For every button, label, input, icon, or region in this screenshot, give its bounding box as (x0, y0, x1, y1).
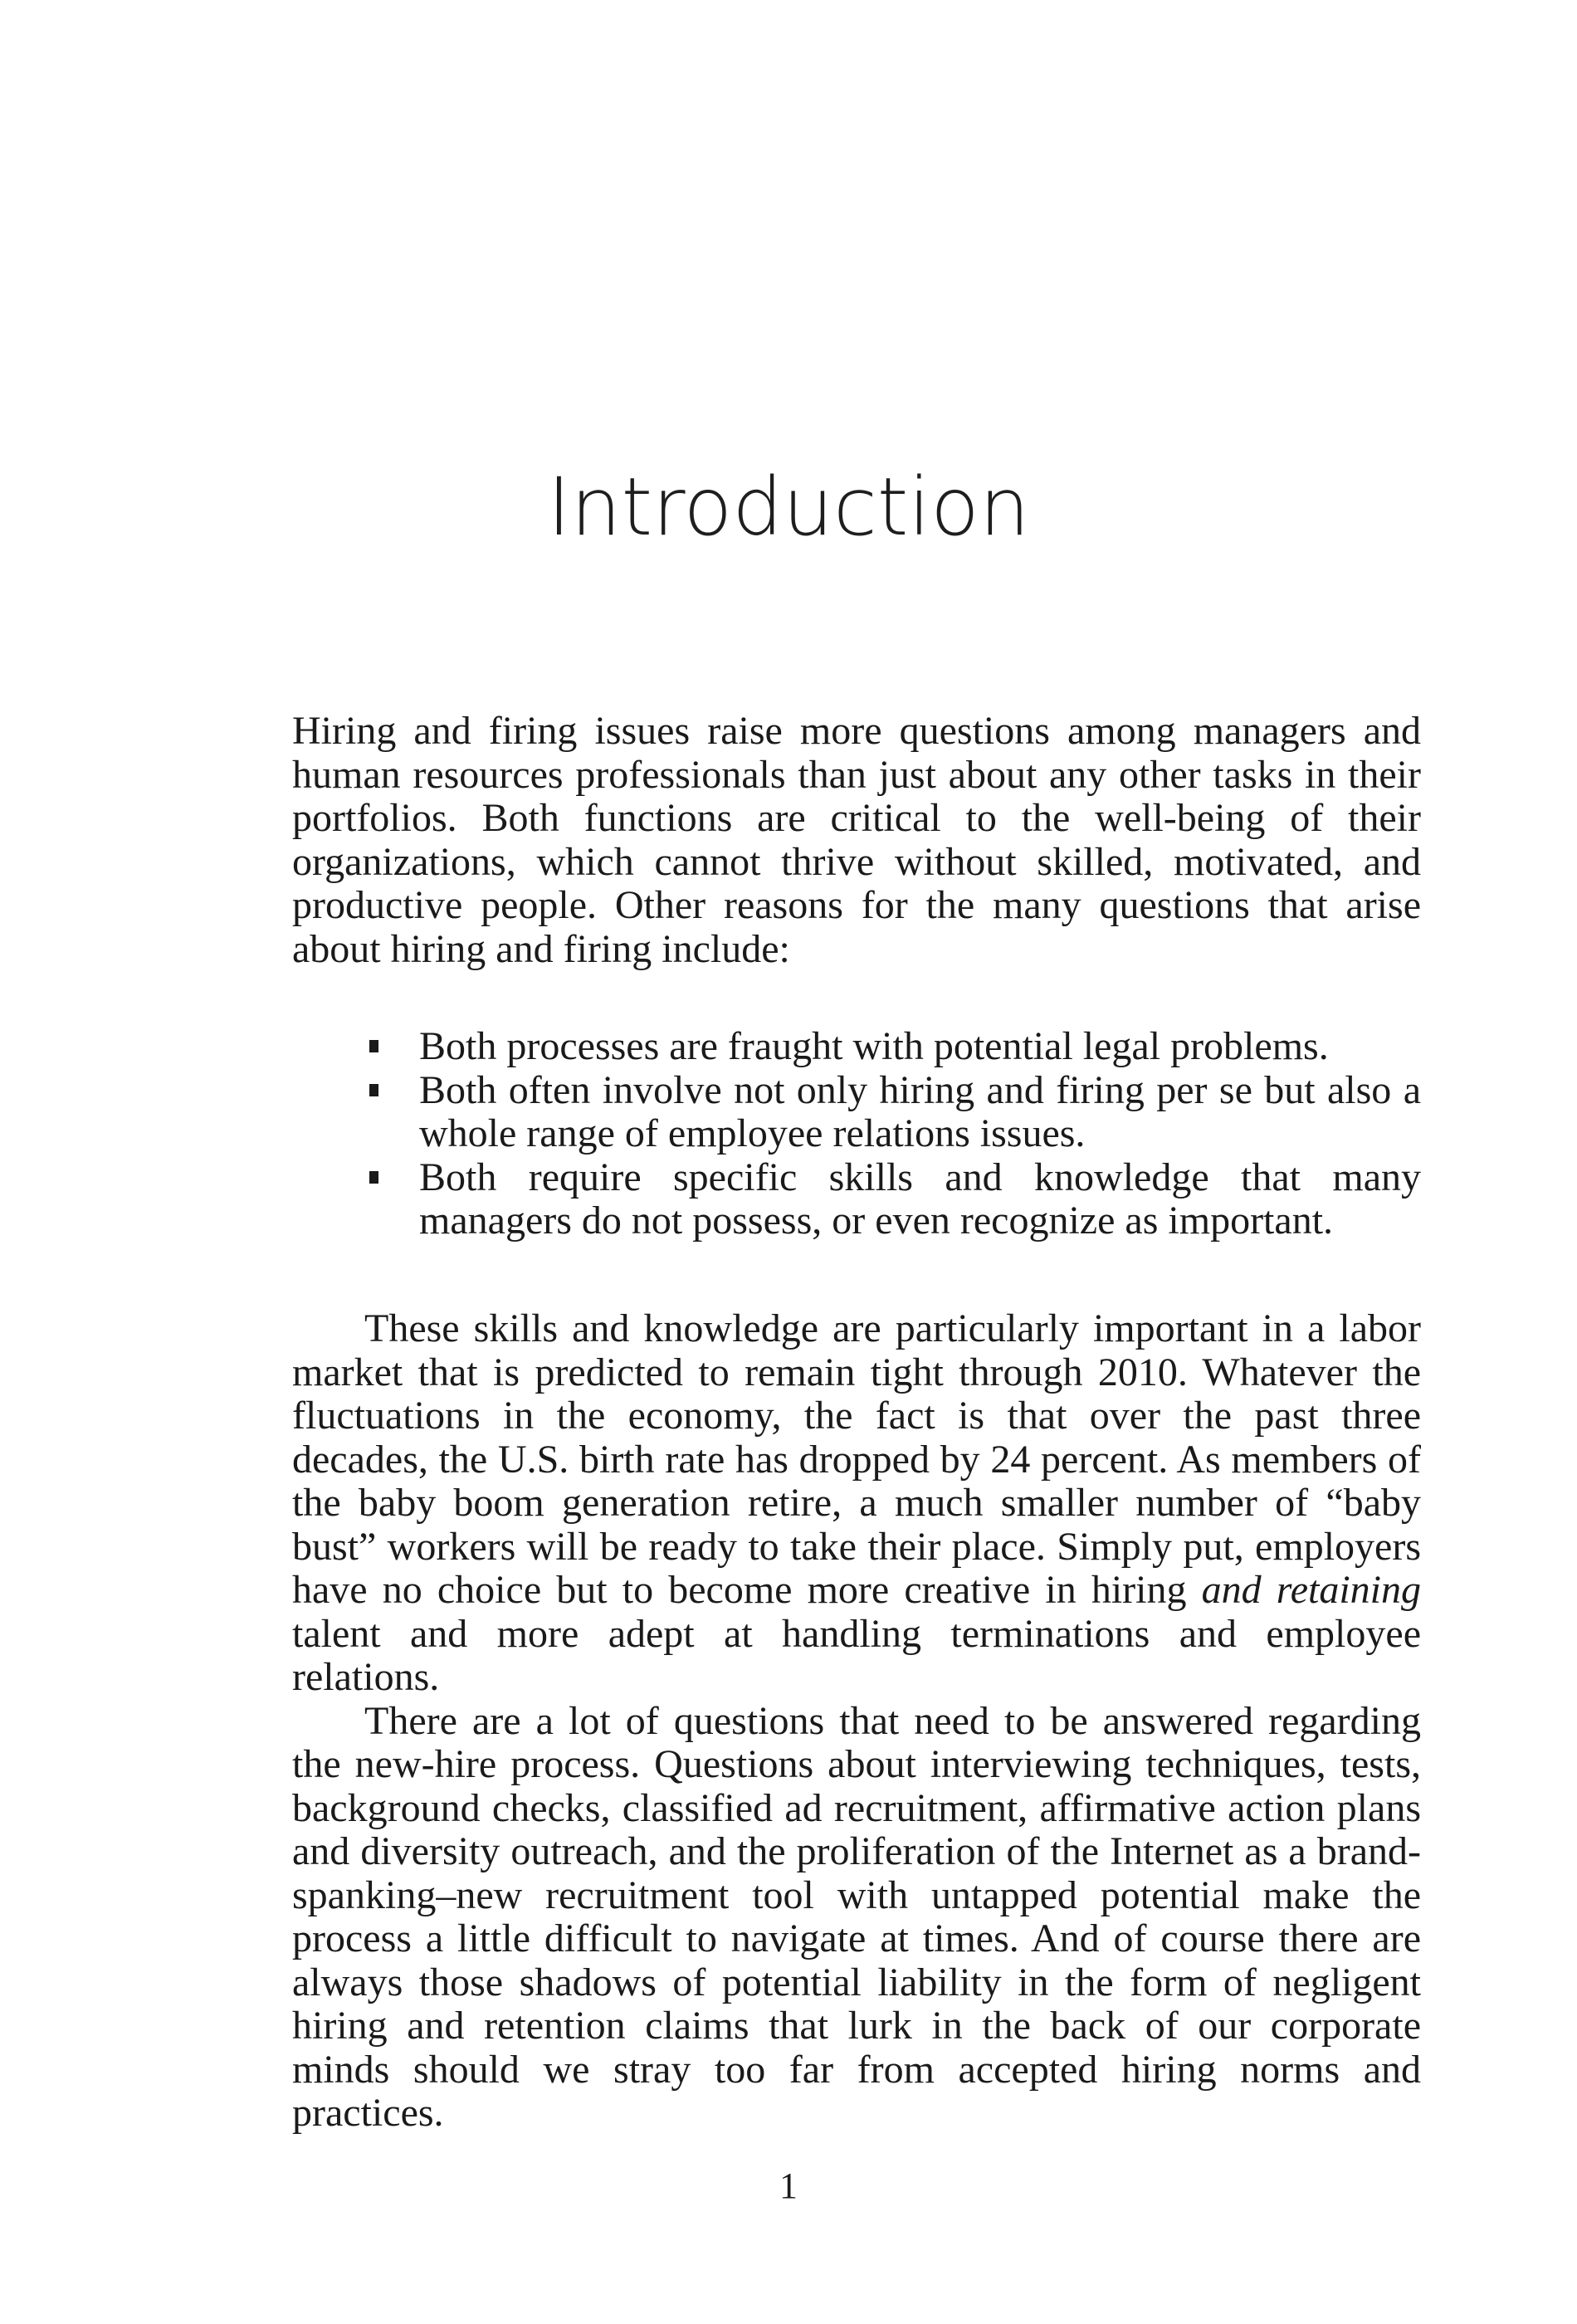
square-bullet-icon (369, 1171, 378, 1184)
bullet-item (361, 1069, 1421, 1156)
labor-market-paragraph (292, 1307, 1421, 1700)
chapter-title: Introduction (547, 461, 1030, 554)
square-bullet-icon (369, 1040, 378, 1052)
intro-paragraph: Hiring and firing issues raise more questions among managers and human resources professionals than just about any other tasks in their portfolios. Both functions are critical to the well-being of their organizations, which cannot thrive without skilled, motivated, and productive people. Other reasons for the many questions that arise about hiring and firing include: (292, 709, 1421, 971)
page-number: 1 (779, 2165, 798, 2206)
body-paragraphs (292, 1307, 1421, 2136)
bullet-list (361, 1025, 1421, 1243)
paragraph-text: talent and more adept at handling terminations and employee relations. (292, 1611, 1421, 1699)
bullet-item (361, 1025, 1421, 1069)
intro-paragraph-block (292, 710, 1421, 971)
bullet-text: Both require specific skills and knowledge that many managers do not possess, or even recognize as important. (419, 1155, 1421, 1243)
emphasis-text: and retaining (1201, 1568, 1422, 1612)
bullet-item (361, 1156, 1421, 1243)
bullet-text: Both processes are fraught with potential legal problems. (419, 1024, 1329, 1068)
square-bullet-icon (369, 1084, 378, 1096)
new-hire-paragraph: There are a lot of questions that need to be answered regarding the new-hire process. Questions about interviewing techniques, tests, background checks, classified ad recruitment, affirmative action plans and diversity outreach, and the proliferation of the Internet as a brand-spanking–new recruitment tool with untapped potential make the process a little difficult to navigate at times. And of course there are always those shadows of potential liability in the form of negligent hiring and retention claims that lurk in the back of our corporate minds should we stray too far from accepted hiring norms and practices. (292, 1698, 1421, 2135)
bullet-text: Both often involve not only hiring and firing per se but also a whole range of employee relations issues. (419, 1067, 1421, 1155)
paragraph-text: These skills and knowledge are particularly important in a labor market that is predicted to remain tight through 2010. Whatever the fluctuations in the economy, the fact is that over the past three decades, the U.S. birth rate has dropped by 24 percent. As members of the baby boom generation retire, a much smaller number of “baby bust” workers will be ready to take their place. Simply put, employers have no choice but to become more creative in hiring (292, 1306, 1421, 1612)
